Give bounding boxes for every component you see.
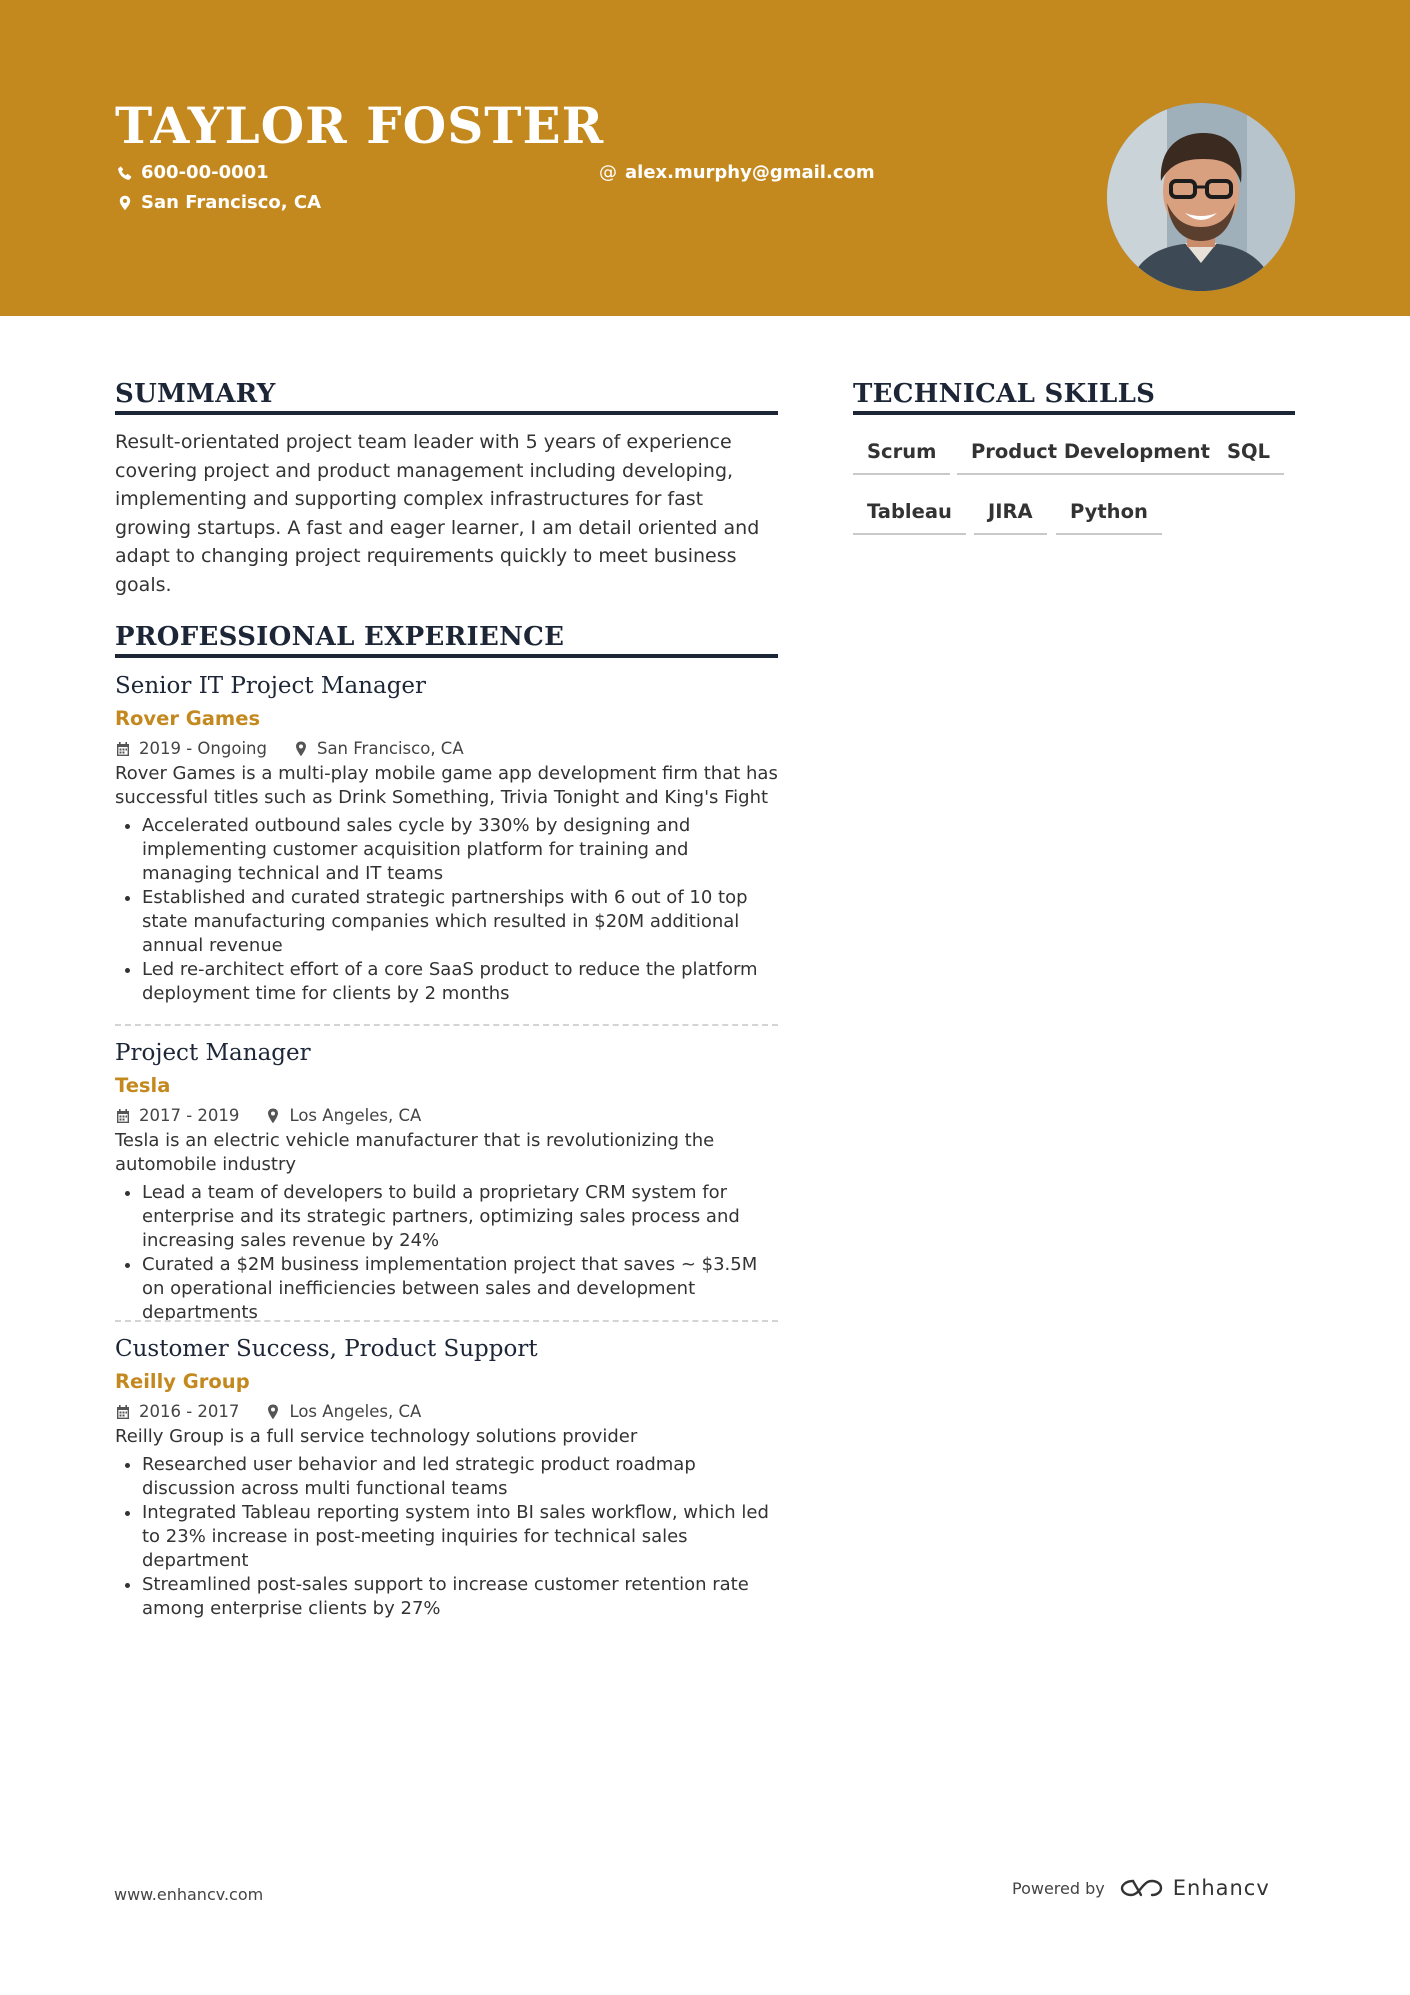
job-location xyxy=(267,1103,421,1129)
enhancv-logo-icon xyxy=(1119,1876,1165,1900)
achievement-item: • Established and curated strategic partnerships with 6 out of 10 top state manufacturing companies which resulted in $20M additional annual revenue xyxy=(142,886,778,958)
company-name: Tesla xyxy=(115,1074,171,1097)
calendar-icon xyxy=(115,741,131,757)
entry-separator xyxy=(115,1320,778,1322)
job-dates: 2016 - 2017 xyxy=(139,1402,240,1421)
skills-heading: TECHNICAL SKILLS xyxy=(853,379,1156,409)
job-title: Project Manager xyxy=(115,1040,311,1066)
skill-tag: Scrum xyxy=(853,440,950,475)
email-address: alex.murphy@gmail.com xyxy=(625,162,875,183)
summary-divider xyxy=(115,411,778,415)
experience-entry xyxy=(115,1333,778,1621)
map-pin-icon xyxy=(267,1108,279,1124)
achievement-item: • Integrated Tableau reporting system into BI sales workflow, which led to 23% increase in post-meeting inquiries for technical sales department xyxy=(142,1501,778,1573)
skill-tag: JIRA xyxy=(974,500,1047,535)
company-name: Rover Games xyxy=(115,707,261,730)
at-icon: @ xyxy=(599,162,617,183)
achievement-item: • Led re-architect effort of a core SaaS product to reduce the platform deployment time for clients by 2 months xyxy=(142,958,778,1006)
company-description: Reilly Group is a full service technology solutions provider xyxy=(115,1426,638,1447)
phone-number: 600-00-0001 xyxy=(141,162,269,183)
map-pin-icon xyxy=(267,1404,279,1420)
company-description: Rover Games is a multi-play mobile game app development firm that has successful titles such as Drink Something, Trivia Tonight and King's Fight xyxy=(115,763,778,808)
achievement-list xyxy=(115,1453,778,1621)
summary-heading: SUMMARY xyxy=(115,379,276,409)
powered-by-label: Powered by xyxy=(1012,1878,1105,1898)
company-name: Reilly Group xyxy=(115,1370,250,1393)
job-meta xyxy=(115,1103,778,1129)
brand-logo xyxy=(1119,1876,1270,1900)
experience-entry xyxy=(115,670,778,1006)
map-pin-icon xyxy=(117,195,133,211)
calendar-icon xyxy=(115,1404,131,1420)
map-pin-icon xyxy=(295,741,307,757)
candidate-name: TAYLOR FOSTER xyxy=(115,96,605,155)
company-description: Tesla is an electric vehicle manufacturer that is revolutionizing the automobile industry xyxy=(115,1130,715,1175)
achievement-item: • Streamlined post-sales support to increase customer retention rate among enterprise clients by 27% xyxy=(142,1573,778,1621)
achievement-item: • Lead a team of developers to build a proprietary CRM system for enterprise and its strategic partners, optimizing sales process and increasing sales revenue by 24% xyxy=(142,1181,778,1253)
skill-tag: Tableau xyxy=(853,500,966,535)
experience-entry xyxy=(115,1037,778,1325)
header-banner xyxy=(0,0,1410,316)
entry-separator xyxy=(115,1024,778,1026)
summary-text: Result-orientated project team leader with 5 years of experience covering project and product management including developing, implementing and supporting complex infrastructures for fast growing startups. A fast and eager learner, I am detail oriented and adapt to changing project requirements quickly to meet business goals. xyxy=(115,431,760,596)
job-location-text: Los Angeles, CA xyxy=(289,1402,422,1421)
phone-icon xyxy=(117,165,133,181)
achievement-item: • Curated a $2M business implementation project that saves ~ $3.5M on operational inefficiencies between sales and development departments xyxy=(142,1253,778,1325)
job-dates: 2017 - 2019 xyxy=(139,1106,240,1125)
calendar-icon xyxy=(115,1108,131,1124)
phone-contact[interactable] xyxy=(117,162,269,183)
job-title: Customer Success, Product Support xyxy=(115,1336,538,1362)
skills-divider xyxy=(853,411,1295,415)
achievement-item: • Researched user behavior and led strategic product roadmap discussion across multi functional teams xyxy=(142,1453,778,1501)
footer-branding[interactable] xyxy=(1012,1876,1270,1900)
location-text: San Francisco, CA xyxy=(141,192,322,213)
job-location xyxy=(295,736,464,762)
achievement-list xyxy=(115,814,778,1006)
job-location-text: San Francisco, CA xyxy=(316,739,464,758)
skill-tag: Product Development xyxy=(957,440,1224,475)
job-dates: 2019 - Ongoing xyxy=(139,739,267,758)
job-title: Senior IT Project Manager xyxy=(115,673,427,699)
achievement-item: • Accelerated outbound sales cycle by 330% by designing and implementing customer acquisition platform for training and managing technical and IT teams xyxy=(142,814,778,886)
skill-tag: SQL xyxy=(1213,440,1284,475)
skill-tag: Python xyxy=(1056,500,1162,535)
job-meta xyxy=(115,1399,778,1425)
profile-photo xyxy=(1107,103,1295,291)
experience-heading: PROFESSIONAL EXPERIENCE xyxy=(115,622,565,652)
footer-website-link[interactable]: www.enhancv.com xyxy=(114,1885,264,1904)
job-meta xyxy=(115,736,778,762)
location-contact xyxy=(117,192,321,213)
avatar-illustration xyxy=(1107,103,1295,291)
email-contact[interactable] xyxy=(599,162,875,183)
achievement-list xyxy=(115,1181,778,1325)
experience-divider xyxy=(115,654,778,658)
job-location-text: Los Angeles, CA xyxy=(289,1106,422,1125)
job-location xyxy=(267,1399,421,1425)
brand-name: Enhancv xyxy=(1172,1876,1270,1900)
